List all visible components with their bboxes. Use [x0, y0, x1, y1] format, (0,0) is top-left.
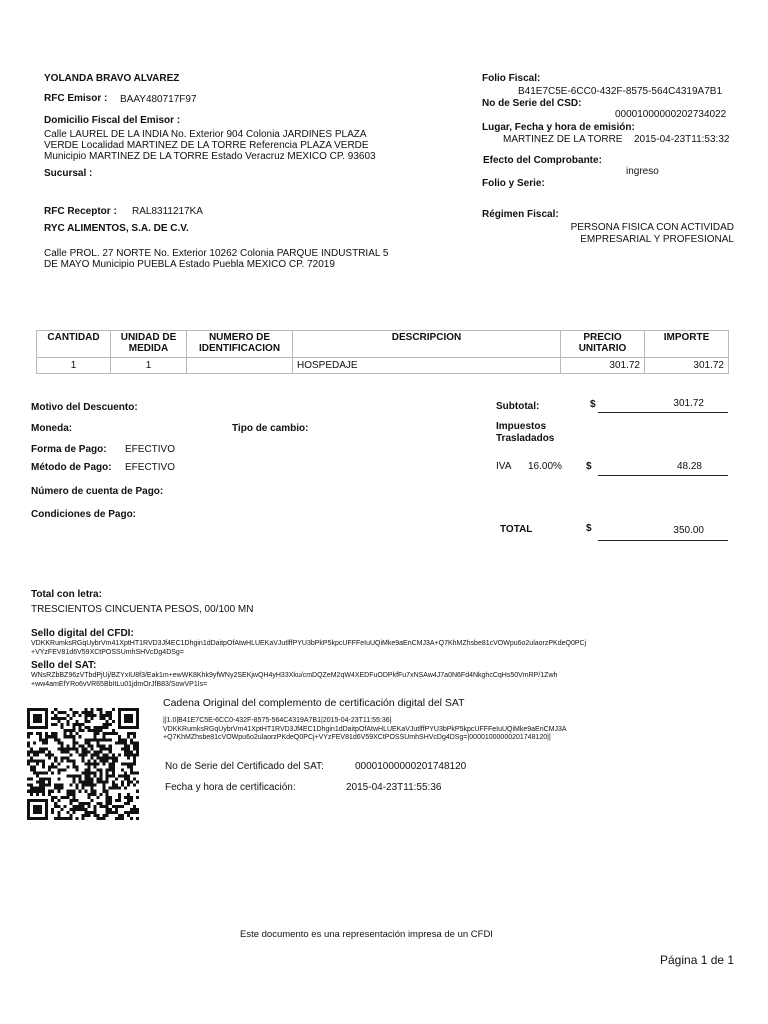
cadena-original	[163, 717, 567, 743]
motivo-descuento-label: Motivo del Descuento:	[31, 402, 138, 413]
trasladados-label: Trasladados	[496, 433, 555, 444]
receptor-rfc: RAL8311217KA	[132, 206, 203, 217]
emisor-domicilio-line: Municipio MARTINEZ DE LA TORRE Estado Veracruz MEXICO CP. 93603	[44, 151, 376, 162]
efecto-label: Efecto del Comprobante:	[483, 155, 602, 166]
table-row	[37, 358, 729, 374]
receptor-address-line: Calle PROL. 27 NORTE No. Exterior 10262 Colonia PARQUE INDUSTRIAL 5	[44, 248, 389, 259]
metodo-pago: EFECTIVO	[125, 462, 176, 473]
subtotal-label: Subtotal:	[496, 401, 540, 412]
lugar-emision: MARTINEZ DE LA TORRE	[503, 134, 623, 145]
forma-pago: EFECTIVO	[125, 444, 176, 455]
total-value: 350.00	[673, 525, 704, 536]
subtotal-currency: $	[590, 399, 596, 410]
cadena-original-line: ||1.0|B41E7C5E-6CC0-432F-8575-564C4319A7B1|2015-04-23T11:55:36|	[163, 717, 392, 724]
qr-code-image	[27, 708, 139, 820]
table-header-row	[37, 331, 729, 358]
footer-note: Este documento es una representación impresa de un CFDI	[240, 929, 493, 940]
emisor-domicilio-line: VERDE Localidad MARTINEZ DE LA TORRE Referencia PLAZA VERDE	[44, 140, 369, 151]
forma-pago-label: Forma de Pago:	[31, 444, 107, 455]
fecha-cert-label: Fecha y hora de certificación:	[165, 782, 296, 793]
sello-cfdi-line: VDKKRumksRGqUybrVm41XptHT1RVD3Jf4EC1Dhgin1dDaitpOfAtwHLUEKaVJutlffPYU3bPkP5kpcUFFFeIuUQiMke9aEnCMJ3A+Q7KhMZhsbe81cVOWpu6o2ulaorzPKdeQ0PCj	[31, 640, 587, 647]
iva-label: IVA	[496, 461, 512, 472]
items-table	[36, 330, 729, 374]
cell-importe: 301.72	[645, 358, 729, 374]
moneda-label: Moneda:	[31, 423, 73, 434]
emisor-domicilio-label: Domicilio Fiscal del Emisor :	[44, 115, 181, 126]
cell-numero	[187, 358, 293, 374]
csd-label: No de Serie del CSD:	[482, 98, 582, 109]
efecto-value: ingreso	[626, 166, 659, 177]
cadena-original-line: VDKKRumksRGqUybrVm41XptHT1RVD3Jf4EC1Dhgin1dDaitpOfAtwHLUEKaVJutlffPYU3bPkP5kpcUFFFeIuUQiMke9aEnCMJ3A	[163, 725, 567, 733]
iva-rate: 16.00%	[528, 461, 562, 472]
sello-cfdi-line: +VYzFEV81d6V59XCtPOSSUmhSHVcDg4DSg=	[31, 648, 184, 656]
cell-cantidad: 1	[37, 358, 111, 374]
total-currency: $	[586, 523, 592, 534]
subtotal-value: 301.72	[673, 398, 704, 409]
emisor-domicilio-line: Calle LAUREL DE LA INDIA No. Exterior 904 Colonia JARDINES PLAZA	[44, 129, 367, 140]
total-label: TOTAL	[500, 524, 533, 535]
page-number: Página 1 de 1	[660, 953, 735, 967]
total-letra: TRESCIENTOS CINCUENTA PESOS, 00/100 MN	[31, 604, 254, 615]
cert-sat-label: No de Serie del Certificado del SAT:	[165, 761, 324, 772]
total-underline	[598, 540, 728, 541]
sello-sat-line: WNsRZbBZ96zVTbdPjUj/BZYxIU8f3/Eak1m+ewWK8Khk9yfWNy2SEKjwQH4yH33Xku/cmDQZeM2qW4XEDFuODPkfFu7xNSAw4J7a0N6Fd4NkghcCqHs50VmRP/1Zwh	[31, 672, 558, 679]
sello-sat-label: Sello del SAT:	[31, 660, 97, 671]
cuenta-pago-label: Número de cuenta de Pago:	[31, 486, 164, 497]
emisor-rfc: BAAY480717F97	[120, 94, 197, 105]
csd-number: 00001000000202734022	[615, 109, 727, 120]
regimen-line: EMPRESARIAL Y PROFESIONAL	[580, 234, 734, 245]
cadena-original-label: Cadena Original del complemento de certificación digital del SAT	[163, 697, 465, 709]
col-header-numero: NUMERO DE IDENTIFICACION	[187, 331, 293, 358]
col-header-cantidad: CANTIDAD	[37, 331, 111, 358]
col-header-unidad: UNIDAD DE MEDIDA	[111, 331, 187, 358]
col-header-descripcion: DESCRIPCION	[293, 331, 561, 358]
cell-precio: 301.72	[561, 358, 645, 374]
lugar-fecha-label: Lugar, Fecha y hora de emisión:	[482, 122, 635, 133]
emisor-name: YOLANDA BRAVO ALVAREZ	[44, 73, 180, 84]
metodo-pago-label: Método de Pago:	[31, 462, 112, 473]
regimen-label: Régimen Fiscal:	[482, 209, 559, 220]
regimen-line: PERSONA FISICA CON ACTIVIDAD	[570, 222, 734, 233]
sello-sat-line: +ww4amEfYRo6vVR65BbItLu01jdmOrJfB83/SowVP1Is=	[31, 680, 208, 688]
folio-fiscal: B41E7C5E-6CC0-432F-8575-564C4319A7B1	[518, 86, 723, 97]
emisor-rfc-label: RFC Emisor :	[44, 93, 108, 104]
total-letra-label: Total con letra:	[31, 589, 102, 600]
folio-fiscal-label: Folio Fiscal:	[482, 73, 541, 84]
col-header-precio: PRECIO UNITARIO	[561, 331, 645, 358]
cert-sat: 00001000000201748120	[355, 761, 467, 772]
receptor-name: RYC ALIMENTOS, S.A. DE C.V.	[44, 223, 189, 234]
sucursal-label: Sucursal :	[44, 168, 93, 179]
condiciones-pago-label: Condiciones de Pago:	[31, 509, 137, 520]
cell-unidad: 1	[111, 358, 187, 374]
subtotal-underline	[598, 412, 728, 413]
receptor-address	[44, 248, 388, 270]
iva-underline	[598, 475, 728, 476]
sello-sat	[31, 672, 557, 689]
iva-value: 48.28	[676, 461, 702, 472]
folio-serie-label: Folio y Serie:	[482, 178, 545, 189]
regimen-value	[500, 222, 734, 246]
fecha-emision: 2015-04-23T11:53:32	[634, 134, 730, 145]
cadena-original-line: +Q7KhMZhsbe81cVOWpu6o2ulaorzPKdeQ0PCj+VYzFEV81d6V59XCtPOSSUmhSHVcDg4DSg=|00001000000201748120||	[163, 734, 551, 741]
iva-currency: $	[586, 461, 592, 472]
cell-descripcion: HOSPEDAJE	[293, 358, 561, 374]
receptor-rfc-label: RFC Receptor :	[44, 206, 117, 217]
fecha-cert: 2015-04-23T11:55:36	[346, 782, 442, 793]
sello-cfdi	[31, 640, 586, 657]
sello-cfdi-label: Sello digital del CFDI:	[31, 628, 134, 639]
impuestos-label: Impuestos	[496, 421, 547, 432]
col-header-importe: IMPORTE	[645, 331, 729, 358]
tipo-cambio-label: Tipo de cambio:	[232, 423, 309, 434]
emisor-domicilio	[44, 129, 376, 162]
receptor-address-line: DE MAYO Municipio PUEBLA Estado Puebla MEXICO CP. 72019	[44, 259, 335, 270]
